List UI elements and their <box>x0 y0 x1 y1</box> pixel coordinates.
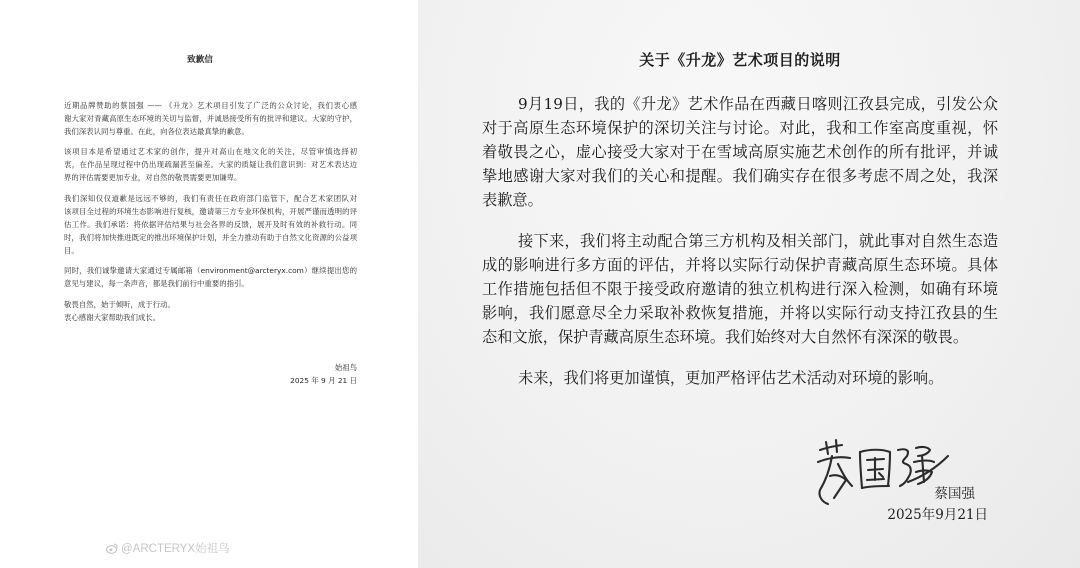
paragraph <box>64 99 357 138</box>
text-line: 对于高原生态环境保护的深切关注与讨论。对此，我和工作室高度重视，怀 <box>482 119 998 137</box>
paragraph <box>64 264 357 290</box>
text-line: 态和文旅，保护青藏高原生态环境。我们始终对大自然怀有深深的敬畏。 <box>482 328 968 346</box>
text-line: 界的评估需要更加专业，对自然的敬畏需要更加谦卑。 <box>64 173 242 182</box>
text-line: 衷，在作品呈现过程中仍出现疏漏甚至偏差。大家的质疑让我们意识到：对艺术表达边 <box>64 160 357 169</box>
text-line: 挚地感谢大家对我们的关心和提醒。我们确实存在很多考虑不周之处，我深 <box>482 167 998 185</box>
text-line: 时，我们将加快推进既定的推出环境保护计划，并全力推动有助于自然文化资源的公益项 <box>64 232 357 242</box>
paragraph <box>482 366 998 390</box>
text-line: 工作措施包括但不限于接受政府邀请的独立机构进行深入检测，如确有环境 <box>482 280 998 298</box>
paragraph <box>482 92 998 212</box>
text-line: 该项目本是希望通过艺术家的创作，提升对高山在地文化的关注，尽管审慎选择初 <box>64 147 357 156</box>
text-line: 我们深表认同与尊重。在此，向各位表达最真挚的歉意。 <box>64 126 249 136</box>
letter-body <box>64 99 357 332</box>
paragraph <box>64 145 357 184</box>
text-line: 我们深知仅仅道歉是远远不够的，我们有责任在政府部门监管下，配合艺术家团队对 <box>64 193 357 203</box>
text-line: 目。 <box>64 245 79 255</box>
statement-title: 关于《升龙》艺术项目的说明 <box>639 51 841 69</box>
text-line: 衷心感谢大家帮助我们成长。 <box>64 312 161 322</box>
letter-title: 致歉信 <box>187 55 213 65</box>
text-line: 该项目全过程的环境生态影响进行复核，邀请第三方专业环保机构，开展严谨而透明的评 <box>64 206 357 216</box>
signature-name: 蔡国强 <box>934 486 975 502</box>
text-line: 成的影响进行多方面的评估，并将以实际行动保护青藏高原生态环境。具体 <box>482 256 998 274</box>
watermark-text: @ARCTERYX始祖鸟 <box>121 543 230 555</box>
weibo-icon <box>106 543 118 554</box>
text-line: 影响，我们愿意尽全力采取补救恢复措施，并将以实际行动支持江孜县的生 <box>482 304 998 322</box>
text-line: 估工作。我们承诺：将依据评估结果与社会各界的反馈，展开及时有效的补救行动。同 <box>64 219 357 229</box>
handwritten-signature <box>812 436 952 508</box>
paragraph <box>64 298 357 324</box>
letter-signature-block <box>237 361 357 387</box>
signature-date: 2025 年 9 月 21 日 <box>290 375 357 385</box>
text-line: 接下来，我们将主动配合第三方机构及相关部门，就此事对自然生态造 <box>518 232 998 250</box>
text-line: 谢大家对青藏高原生态环境的关切与监督，并诚恳接受所有的批评和建议。大家的守护， <box>64 113 357 123</box>
text-line: 同时，我们诚挚邀请大家通过专属邮箱（environment@arcteryx.com）继续提出您的 <box>64 266 357 275</box>
text-line: 着敬畏之心，虚心接受大家对于在雪域高原实施艺术创作的所有批评，并诚 <box>482 143 998 161</box>
text-line: 未来，我们将更加谨慎，更加严格评估艺术活动对环境的影响。 <box>518 369 944 387</box>
statement-document <box>418 0 1080 568</box>
signature-date: 2025年9月21日 <box>887 507 988 523</box>
watermark <box>106 541 230 555</box>
text-line: 9月19日，我的《升龙》艺术作品在西藏日喀则江孜县完成，引发公众 <box>518 95 998 113</box>
apology-letter-document <box>0 0 410 568</box>
text-line: 意见与建议，每一条声音，都是我们前行中重要的指引。 <box>64 279 249 288</box>
paragraph <box>64 192 357 257</box>
text-line: 近期品牌赞助的蔡国强 —— 《升龙》艺术项目引发了广泛的公众讨论，我们衷心感 <box>64 100 357 110</box>
text-line: 敬畏自然，始于倾听，成于行动。 <box>64 299 175 309</box>
text-line: 表歉意。 <box>482 191 543 209</box>
statement-body <box>482 92 998 407</box>
signature-name: 始祖鸟 <box>334 362 357 372</box>
paragraph <box>482 229 998 349</box>
